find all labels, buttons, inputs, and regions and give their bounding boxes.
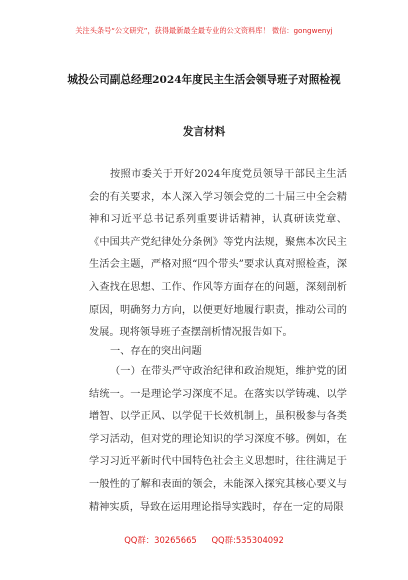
document-title: 城投公司副总经理2024年度民主生活会领导班子对照检视 <box>67 74 341 86</box>
promo-banner: 关注头条号“公文研究”，获得最新最全最专业的公文资料库！ 微信：gongwenyj <box>75 26 333 35</box>
body-paragraph: （一）在带头严守政治纪律和政治规矩，维护党的团结统一。一是理论学习深度不足。在落实以学铸魂、以学增智、以学正风、以学促干长效机制上，虽积极参与各类学习活动，但对党的理论知识的学习深度不够。例如，在学习习近平新时代中国特色社会主义思想时，往往满足于一般性的了解和表面的领会，未能深入探究其核心要义与精神实质，导致在运用理论指导实践时，存在一定的局限 <box>89 366 347 513</box>
qq-group-1: QQ群：30265665 <box>124 535 197 545</box>
footer-contact <box>0 534 408 546</box>
intro-paragraph: 按照市委关于开好2024年度党员领导干部民主生活会的有关要求，本人深入学习领会党的二十届三中全会精神和习近平总书记系列重要讲话精神，认真研读党章、《中国共产党纪律处分条例》等党内法规，聚焦本次民主生活会主题，严格对照“四个带头”要求认真对照检查，深入查找在思想、工作、作风等方面存在的问题，深刻剖析原因，明确努力方向，以便更好地履行职责，推动公司的发展。现将领导班子查摆剖析情况报告如下。 <box>89 169 347 339</box>
qq-group-2: QQ群:535304092 <box>211 535 284 545</box>
section-heading: 一、存在的突出问题 <box>110 346 202 357</box>
document-subtitle: 发言材料 <box>182 126 226 138</box>
